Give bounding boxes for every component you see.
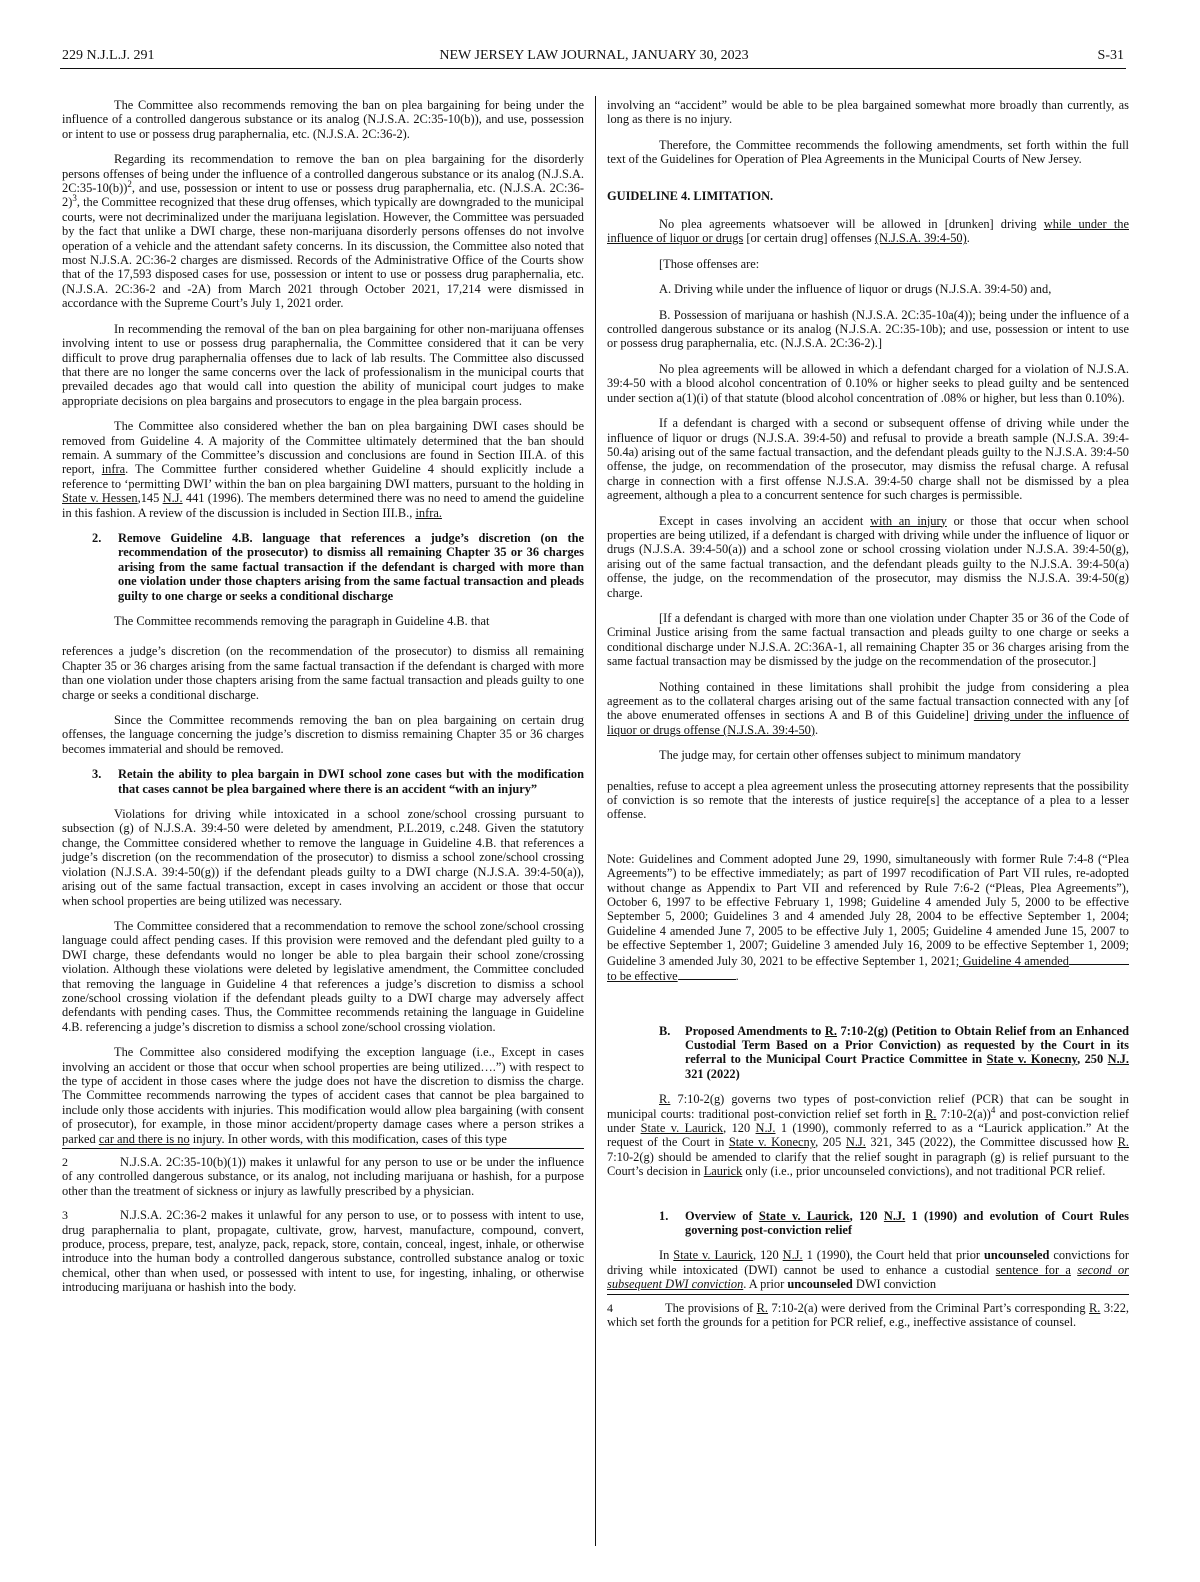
text: . xyxy=(966,231,970,246)
paragraph: [Those offenses are: xyxy=(659,256,760,271)
header-publication: NEW JERSEY LAW JOURNAL, JANUARY 30, 2023 xyxy=(439,48,749,63)
text: [or certain drug] offenses xyxy=(746,231,872,246)
recommendation-3 xyxy=(92,767,584,796)
infra-reference: infra. xyxy=(415,505,442,520)
text: DWI conviction xyxy=(855,1277,937,1292)
text: . xyxy=(735,969,739,984)
footnote-ref-4[interactable]: 4 xyxy=(990,1104,996,1115)
text: In xyxy=(659,1248,670,1263)
text: , 120 xyxy=(849,1208,878,1223)
footnote-number: 4 xyxy=(607,1300,613,1315)
inserted-text: ; Guideline 4 amended xyxy=(955,953,1069,968)
section-title xyxy=(685,1209,1129,1238)
text: 1 (1990), the Court held that prior xyxy=(806,1248,981,1263)
reporter: N.J. xyxy=(162,491,183,506)
inserted-text: (N.J.S.A. 39:4-50) xyxy=(874,231,967,246)
paragraph: Therefore, the Committee recommends the following amendments, set forth within the full text of the Guidelines for Operation of Plea Agreements in the Municipal Courts of New Jersey. xyxy=(607,137,1129,167)
text: and post-conviction relief under xyxy=(607,1106,1129,1135)
header-page-number: S-31 xyxy=(1097,48,1124,63)
paragraph: In recommending the removal of the ban on plea bargaining for other non-marijuana offenses involving intent to use or possess drug paraphernalia, the Committee considered that it can be very difficult to prove drug paraphernalia offenses due to lack of lab results. The Committee also discussed that there are no longer the same concerns over the lack of professionalism in the municipal courts that prevailed decades ago that would call into question the ability of municipal court judges to make appropriate decisions on plea bargains and prosecutors to engage in the plea bargain process. xyxy=(62,321,584,408)
footnote-text: 3:22, which set forth the grounds for a petition for PCR relief, e.g., ineffective assistance of counsel. xyxy=(607,1300,1130,1329)
text: injury. In other words, with this modification, cases of this type xyxy=(192,1131,507,1146)
guideline-title: GUIDELINE 4. LIMITATION. xyxy=(607,188,774,203)
text: 7:10-2(g) governs two types of post-conviction relief (PCR) that can be sought in municipal courts: traditional post-conviction relief set forth in xyxy=(607,1092,1129,1121)
note-text: Note: Guidelines and Comment adopted June 29, 1990, simultaneously with former Rule 7:4-8 (“Plea Agreements”) to be effective immediately; as part of 1997 recodification of Part VII rules, re-adopted without change as Appendix to Part VII and referenced by Rule 7:6-2 (“Pleas, Plea Agreements”), October 6, 1997 to be effective February 1, 1998; Guideline 4 amended July 5, 2000 to be effective September 5, 2000; Guidelines 3 and 4 amended July 28, 2004 to be effective September 1, 2004; Guideline 4 amended June 7, 2005 to be effective July 1, 2005; Guideline 4 amended June 15, 2007 to be effective September 1, 2007; Guideline 3 amended July 16, 2009 to be effective September 1, 2009; Guideline 3 amended July 30, 2021 to be effective September 1, 2021 xyxy=(607,851,1129,968)
bold-text: uncounseled xyxy=(787,1277,853,1292)
inserted-text: while under the influence of liquor or drugs xyxy=(607,217,1129,246)
rule-reference: R. xyxy=(756,1300,769,1315)
text: , and use, possession or intent to use or possess drug paraphernalia, etc. (N.J.S.A. 2C:36-2) xyxy=(62,181,584,210)
text: . A prior xyxy=(743,1277,785,1292)
text: Except in cases involving an accident xyxy=(659,513,864,528)
rule-reference: R. xyxy=(1089,1300,1101,1315)
inserted-text: with an injury xyxy=(870,513,947,528)
paragraph: The judge may, for certain other offenses subject to minimum mandatory xyxy=(659,748,1021,763)
text: 1 (1990), commonly referred to as a “Laurick application.” At the request of the Court in xyxy=(607,1120,1129,1150)
underlined-text: car and there is no xyxy=(98,1131,190,1146)
text: Overview of xyxy=(685,1208,753,1223)
paragraph xyxy=(607,680,1129,738)
inserted-text: driving under the influence of liquor or drugs offense (N.J.S.A. 39:4-50) xyxy=(607,708,1130,737)
paragraph xyxy=(607,514,1129,600)
case-name: State v. Laurick xyxy=(640,1120,724,1135)
case-name: State v. Hessen xyxy=(62,491,138,506)
text: 1 (1990) and evolution of Court Rules governing post-conviction relief xyxy=(685,1208,1130,1237)
case-name: State v. Laurick xyxy=(673,1248,754,1263)
text: convictions for driving while intoxicated (DWI) cannot be used to enhance a custodial xyxy=(607,1248,1129,1277)
footnote-ref-2[interactable]: 2 xyxy=(127,178,132,189)
footnote-text: N.J.S.A. 2C:36-2 makes it unlawful for any person to use, or to possess with intent to use, drug paraphernalia to plant, propagate, cultivate, grow, harvest, manufacture, compound, convert, produce, process, prepare, test, analyze, pack, repack, store, contain, conceal, ingest, inhale, or otherwise introduce into the human body a controlled dangerous substance, controlled substance analog or toxic chemical, other than when used, or possessed with intent to use, for ingesting, inhaling, or otherwise introducing marijuana or hashish into the body. xyxy=(62,1208,584,1295)
section-title xyxy=(685,1024,1129,1082)
paragraph: Since the Committee recommends removing the ban on plea bargaining on certain drug offenses, the language concerning the judge’s discretion to dismiss remaining Chapter 35 or 36 charges becomes immaterial and should be removed. xyxy=(62,713,584,756)
rule-reference: g xyxy=(643,1149,650,1164)
text: 7:10-2(g) (Petition to Obtain Relief from an Enhanced Custodial Term Based on a Prior Conviction) as requested by the Court in its referral to the Municipal Court Practice Committee in xyxy=(685,1023,1129,1067)
text: 7:10-2( xyxy=(607,1149,644,1164)
paragraph: penalties, refuse to accept a plea agreement unless the prosecuting attorney represents that the possibility of conviction is so remote that the interests of justice require[s] the acceptance of a plea to a lesser offense. xyxy=(607,778,1129,822)
paragraph xyxy=(62,1045,584,1146)
recommendation-heading: Remove Guideline 4.B. language that references a judge’s discretion (on the recommendation of the prosecutor) to dismiss all remaining Chapter 35 or 36 charges arising from the same factual transaction if the defendant is charged with more than one violation under those chapters arising from the same factual transaction and pleads guilty to one charge or seeks a conditional discharge xyxy=(118,530,584,603)
header-citation: 229 N.J.L.J. 291 xyxy=(62,48,155,63)
rule-reference: R. xyxy=(659,1092,671,1107)
text: , 250 xyxy=(1077,1052,1104,1067)
paragraph: The Committee also recommends removing the ban on plea bargaining for being under the influence of a controlled dangerous substance or its analog (N.J.S.A. 2C:35-10(b)), and use, possession or intent to use or possess drug paraphernalia, etc. (N.J.S.A. 2C:36-2). xyxy=(62,98,584,141)
reporter: N.J. xyxy=(782,1248,803,1263)
text: or those that occur when school properties are being utilized, if a defendant is charged with driving while under the influence of liquor or drugs (N.J.S.A. 39:4-50(a)) and a school zone or school crossing violation under N.J.S.A. 39:4-50(g), arising out of the same factual transaction, and the defendant pleads guilty to the N.J.S.A. 39:4-50(a) offense, the judge, on the recommendation of the prosecutor, may dismiss the N.J.S.A. 39:4-50(g) charge. xyxy=(607,513,1129,600)
paragraph xyxy=(62,419,584,520)
footnote-ref-3[interactable]: 3 xyxy=(72,193,77,204)
text: , the Committee recognized that these drug offenses, which typically are downgraded to the municipal courts, were not decriminalized under the marijuana legislation. However, the Committee was persuaded by the fact that unlike a DWI charge, these non-marijuana disorderly persons offenses do not involve operation of a vehicle and the attendant safety concerns. In its discussion, the Committee also noted that most N.J.S.A. 2C:36-2 charges are dismissed. Records of the Administrative Office of the Courts show that of the 17,593 disposed cases for use, possession or intent to use or possess drug paraphernalia, etc. (N.J.S.A. 2C:36-2 and -2A) from March 2021 through October 2021, 17,214 were dismissed in accordance with the Supreme Court’s July 1, 2021 order. xyxy=(62,195,584,311)
text: The Committee also considered modifying the exception language (i.e., Except in cases involving an accident or those that occur when school properties are being utilized….”) with respect to the type of accident in those cases where the judge does not have the discretion to dismiss the charge. The Committee recommends narrowing the types of accident cases that cannot be plea bargained to include only those accidents with injuries. This modification would allow plea bargaining (with consent of prosecutor), for example, in those minor accident/property damage cases where a person strikes a parked xyxy=(62,1045,584,1146)
section-1-heading xyxy=(659,1209,1129,1238)
section-number: 1. xyxy=(659,1208,669,1223)
recommendation-2 xyxy=(92,531,584,603)
case-name: State v. Konecny xyxy=(986,1052,1078,1067)
text: Nothing contained in these limitations shall prohibit the judge from considering a plea agreement as to the collateral charges arising out of the same factual transaction connected with any [of the above enumerated offenses in sections A and B of this Guideline] xyxy=(607,679,1129,723)
paragraph: Violations for driving while intoxicated in a school zone/school crossing pursuant to subsection (g) of N.J.S.A. 39:4-50 were deleted by amendment, P.L.2019, c.248. Given the statutory change, the Committee considered whether to remove the language in Guideline 4.B. that references a judge’s discretion (on the recommendation of the prosecutor) to dismiss a school zone/school crossing violation (N.J.S.A. 39:4-50(g)) if the defendant pleads guilty to a DWI charge (N.J.S.A. 39:4-50(a)), arising out of the same factual transaction, except in cases involving an accident or those that occur when school properties are being utilized was necessary. xyxy=(62,807,584,908)
recommendation-number: 2. xyxy=(92,530,102,545)
left-column xyxy=(62,98,584,1305)
paragraph: A. Driving while under the influence of liquor or drugs (N.J.S.A. 39:4-50) and, xyxy=(659,282,1052,297)
text: 321 (2022) xyxy=(685,1066,740,1081)
paragraph: The Committee considered that a recommendation to remove the school zone/school crossing language could affect pending cases. If this provision were removed and the defendant pled guilty to a DWI charge, these defendants would no longer be able to plea bargain their school zone/crossing violation. Although these violations were deleted by legislative amendment, the Committee concluded that removing the language in Guideline 4 that references a judge’s discretion to dismiss a school zone/school crossing violation if the defendant pleads guilty to a DWI charge may adversely affect defendants with pending cases. Thus, the Committee recommends retaining the language in Guideline 4.B. referencing a judge’s discretion to dismiss a school zone/school crossing violation. xyxy=(62,918,584,1034)
italic-text: second or subsequent DWI conviction xyxy=(607,1262,1129,1292)
rule-reference: R. xyxy=(925,1106,937,1121)
right-column xyxy=(607,98,1129,1339)
case-name: State v. Konecny xyxy=(728,1135,816,1150)
infra-reference: infra xyxy=(101,462,126,477)
section-b-heading xyxy=(659,1024,1129,1082)
paragraph: The Committee recommends removing the paragraph in Guideline 4.B. that xyxy=(114,614,490,628)
footnote-rule xyxy=(607,1294,1129,1295)
bold-text: uncounseled xyxy=(984,1248,1050,1263)
paragraph: No plea agreements will be allowed in which a defendant charged for a violation of N.J.S.A. 39:4-50 with a blood alcohol concentration of 0.10% or higher seeks to plead guilty and be sentenced under section a(1)(i) of that statute (blood alcohol concentration of .08% or higher, but less than 0.10%). xyxy=(607,361,1129,405)
text: . xyxy=(814,722,819,737)
footnote-number: 2 xyxy=(62,1155,68,1169)
text: , 120 xyxy=(723,1120,751,1135)
paragraph: If a defendant is charged with a second or subsequent offense of driving while under the influence of liquor or drugs (N.J.S.A. 39:4-50) and refusal to provide a breath sample (N.J.S.A. 39:4-50.4a) arising out of the same factual transaction, and the defendant pleads guilty to the N.J.S.A. 39:4-50 offense, the judge, on recommendation of the prosecutor, may dismiss the refusal charge. A refusal charge in connection with a first offense N.J.S.A. 39:4-50 charge shall not be dismissed by a plea agreement, although a plea to a concurrent sentence for such charges is permissible. xyxy=(607,416,1129,503)
reporter: N.J. xyxy=(755,1120,776,1135)
text: ,145 xyxy=(137,491,160,506)
footnote-text: 7:10-2(a) were derived from the Criminal Part’s corresponding xyxy=(771,1300,1086,1315)
section-letter: B. xyxy=(659,1023,671,1038)
paragraph: involving an “accident” would be able to be plea bargained somewhat more broadly than currently, as long as there is no injury. xyxy=(607,98,1129,127)
case-name: State v. Laurick xyxy=(758,1208,850,1223)
paragraph: [If a defendant is charged with more than one violation under Chapter 35 or 36 of the Code of Criminal Justice arising from the same factual transaction and pleads guilty to one charge or seeks a conditional discharge under N.J.S.A. 2C:36A-1, all remaining Chapter 35 or 36 charges arising from the same factual transaction may be dismissed by the judge on the recommendation of the prosecutor.] xyxy=(607,610,1129,669)
text: ) should be amended to clarify that the relief sought in paragraph (g) is relief pursuant to the Court’s decision in xyxy=(607,1149,1129,1179)
paragraph xyxy=(607,1092,1129,1178)
footnote-text: The provisions of xyxy=(665,1300,754,1315)
text: . The Committee further considered whether Guideline 4 should explicitly include a reference to ‘permitting DWI’ within the ban on plea bargaining DWI matters, pursuant to the holding in xyxy=(62,462,584,491)
reporter: N.J. xyxy=(1107,1052,1129,1067)
text: 7:10-2(a)) xyxy=(940,1106,991,1121)
footnote-4 xyxy=(607,1301,1129,1330)
reporter: N.J. xyxy=(883,1208,906,1223)
blank-line xyxy=(1069,953,1129,965)
case-name: Laurick xyxy=(703,1164,743,1179)
text: 321, 345 (2022), the Committee discussed how xyxy=(870,1135,1114,1150)
paragraph xyxy=(607,217,1129,246)
footnote-text: N.J.S.A. 2C:35-10(b)(1)) makes it unlawful for any person to use or be under the influence of any controlled dangerous substance, or its analog, not including marijuana or hashish, for a purpose other than the treatment of sickness or injury as lawfully prescribed by a physician. xyxy=(62,1155,584,1198)
text: No plea agreements whatsoever will be allowed in [drunken] driving xyxy=(659,217,1037,232)
guideline-note xyxy=(607,852,1129,984)
text: only (i.e., prior uncounseled convictions), and not traditional PCR relief. xyxy=(745,1164,1106,1179)
recommendation-heading: Retain the ability to plea bargain in DWI school zone cases but with the modification that cases cannot be plea bargained where there is an accident “with an injury” xyxy=(118,767,584,796)
text: Proposed Amendments to xyxy=(685,1023,822,1038)
footnote-2 xyxy=(62,1155,584,1198)
rule-reference: R. xyxy=(1117,1135,1129,1150)
recommendation-number: 3. xyxy=(92,767,102,782)
reporter: N.J. xyxy=(845,1135,866,1150)
footnote-3 xyxy=(62,1208,584,1294)
text: 441 (1996). The members determined there was no need to amend the guideline in this fashion. A review of the discussion is included in Section III.B., xyxy=(62,491,584,520)
paragraph xyxy=(607,1248,1129,1291)
text: The Committee also considered whether the ban on plea bargaining DWI cases should be removed from Guideline 4. A majority of the Committee ultimately determined that the ban should remain. A summary of the Committee’s discussion and conclusions are found in Section III.A. of this report, xyxy=(62,419,584,477)
text: , 205 xyxy=(815,1135,842,1150)
column-divider xyxy=(595,96,596,1546)
header-rule xyxy=(60,68,1126,69)
paragraph: B. Possession of marijuana or hashish (N.J.S.A. 2C:35-10a(4)); being under the influence of a controlled dangerous substance or its analog (N.J.S.A. 2C:35-10b); and use, possession or intent to use or possess drug paraphernalia, etc. (N.J.S.A. 2C:36-2).] xyxy=(607,307,1129,351)
blank-line xyxy=(678,968,736,980)
footnote-rule xyxy=(62,1148,584,1149)
text: Regarding its recommendation to remove the ban on plea bargaining for the disorderly persons offenses of being under the influence of a controlled dangerous substance or its analog (N.J.S.A. 2C:35-10(b)) xyxy=(62,152,584,196)
footnote-number: 3 xyxy=(62,1208,68,1223)
rule-reference: R. xyxy=(824,1023,837,1038)
paragraph: references a judge’s discretion (on the recommendation of the prosecutor) to dismiss all remaining Chapter 35 or 36 charges arising from the same factual transaction if the defendant is charged with more than one violation under those chapters arising from the same factual transaction and pleads guilty to one charge or seeks a conditional discharge. xyxy=(62,644,584,702)
inserted-text: to be effective xyxy=(607,969,678,984)
inserted-text: sentence for a xyxy=(995,1262,1071,1277)
paragraph xyxy=(62,152,584,310)
text: , 120 xyxy=(753,1248,779,1263)
